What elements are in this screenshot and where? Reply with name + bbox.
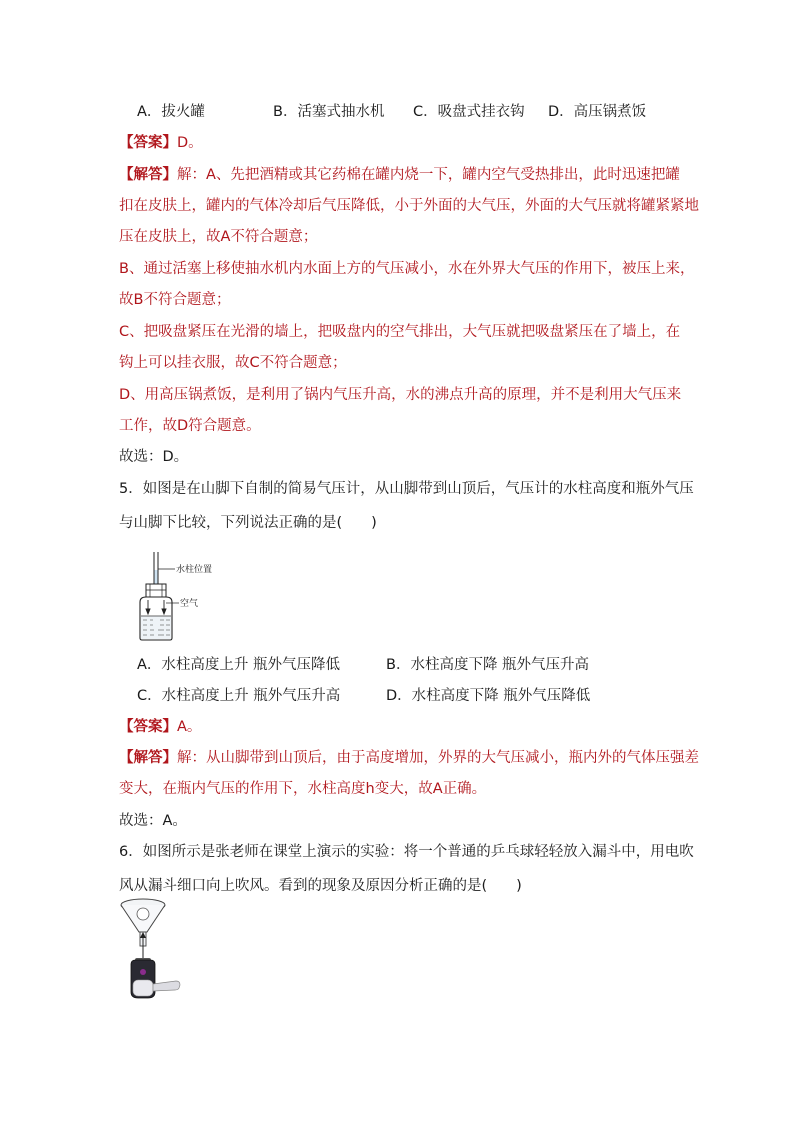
answer-tag: 【答案】 bbox=[119, 135, 177, 151]
q6-question-line-2: 风从漏斗细口向上吹风。看到的现象及原因分析正确的是( ) bbox=[119, 878, 522, 894]
q4-explain-line-2: 扣在皮肤上，罐内的气体冷却后气压降低，小于外面的大气压，外面的大气压就将罐紧紧地 bbox=[119, 198, 699, 214]
q4-explain-line-4: B、通过活塞上移使抽水机内水面上方的气压减小，水在外界大气压的作用下，被压上来， bbox=[119, 261, 695, 277]
q4-answer bbox=[119, 133, 203, 153]
q4-conclusion: 故选：D。 bbox=[119, 449, 189, 465]
explain-tag: 【解答】 bbox=[119, 750, 177, 766]
q6-question-line-1: 6．如图所示是张老师在课堂上演示的实验：将一个普通的乒乓球轻轻放入漏斗中，用电吹 bbox=[119, 844, 694, 860]
q4-option-a: A．拔火罐 bbox=[137, 104, 205, 120]
q4-option-b: B．活塞式抽水机 bbox=[273, 104, 385, 120]
barometer-figure bbox=[133, 550, 243, 645]
q4-explain-line-1: 【解答】解：A、先把酒精或其它药棉在罐内烧一下，罐内空气受热排出，此时迅速把罐 bbox=[119, 167, 680, 183]
explain-tag: 【解答】 bbox=[119, 167, 177, 183]
q5-option-d: D．水柱高度下降 瓶外气压降低 bbox=[386, 688, 591, 704]
answer-tag: 【答案】 bbox=[119, 719, 177, 735]
q5-question-line-1: 5．如图是在山脚下自制的简易气压计，从山脚带到山顶后，气压计的水柱高度和瓶外气压 bbox=[119, 481, 694, 497]
q5-option-b: B．水柱高度下降 瓶外气压升高 bbox=[386, 657, 590, 673]
q5-conclusion: 故选：A。 bbox=[119, 813, 187, 829]
q4-explain-line-3: 压在皮肤上，故A不符合题意； bbox=[119, 229, 318, 245]
q5-explain-line-2: 变大，在瓶内气压的作用下，水柱高度h变大，故A正确。 bbox=[119, 781, 487, 797]
q4-explain-line-8: D、用高压锅煮饭，是利用了锅内气压升高，水的沸点升高的原理，并不是利用大气压来 bbox=[119, 387, 682, 403]
q5-option-c: C．水柱高度上升 瓶外气压升高 bbox=[137, 688, 341, 704]
q4-explain-line-9: 工作，故D符合题意。 bbox=[119, 418, 261, 434]
q5-explain-line-1: 【解答】解：从山脚带到山顶后，由于高度增加，外界的大气压减小，瓶内外的气体压强差 bbox=[119, 750, 699, 766]
q4-explain-line-6: C、把吸盘紧压在光滑的墙上，把吸盘内的空气排出，大气压就把吸盘紧压在了墙上，在 bbox=[119, 324, 681, 340]
funnel-hairdryer-figure bbox=[118, 880, 188, 1005]
q4-option-c: C．吸盘式挂衣钩 bbox=[413, 104, 525, 120]
q4-option-d: D．高压锅煮饭 bbox=[548, 104, 647, 120]
answer-value: D。 bbox=[177, 135, 203, 151]
q4-explain-line-7: 钩上可以挂衣服，故C不符合题意； bbox=[119, 355, 347, 371]
label-water-column: 水柱位置 bbox=[176, 565, 213, 575]
label-air: 空气 bbox=[180, 599, 199, 609]
q5-answer bbox=[119, 717, 201, 737]
q4-explain-line-5: 故B不符合题意； bbox=[119, 292, 231, 308]
q5-question-line-2: 与山脚下比较，下列说法正确的是( ) bbox=[119, 515, 377, 531]
q5-option-a: A．水柱高度上升 瓶外气压降低 bbox=[137, 657, 341, 673]
answer-value: A。 bbox=[177, 719, 202, 735]
